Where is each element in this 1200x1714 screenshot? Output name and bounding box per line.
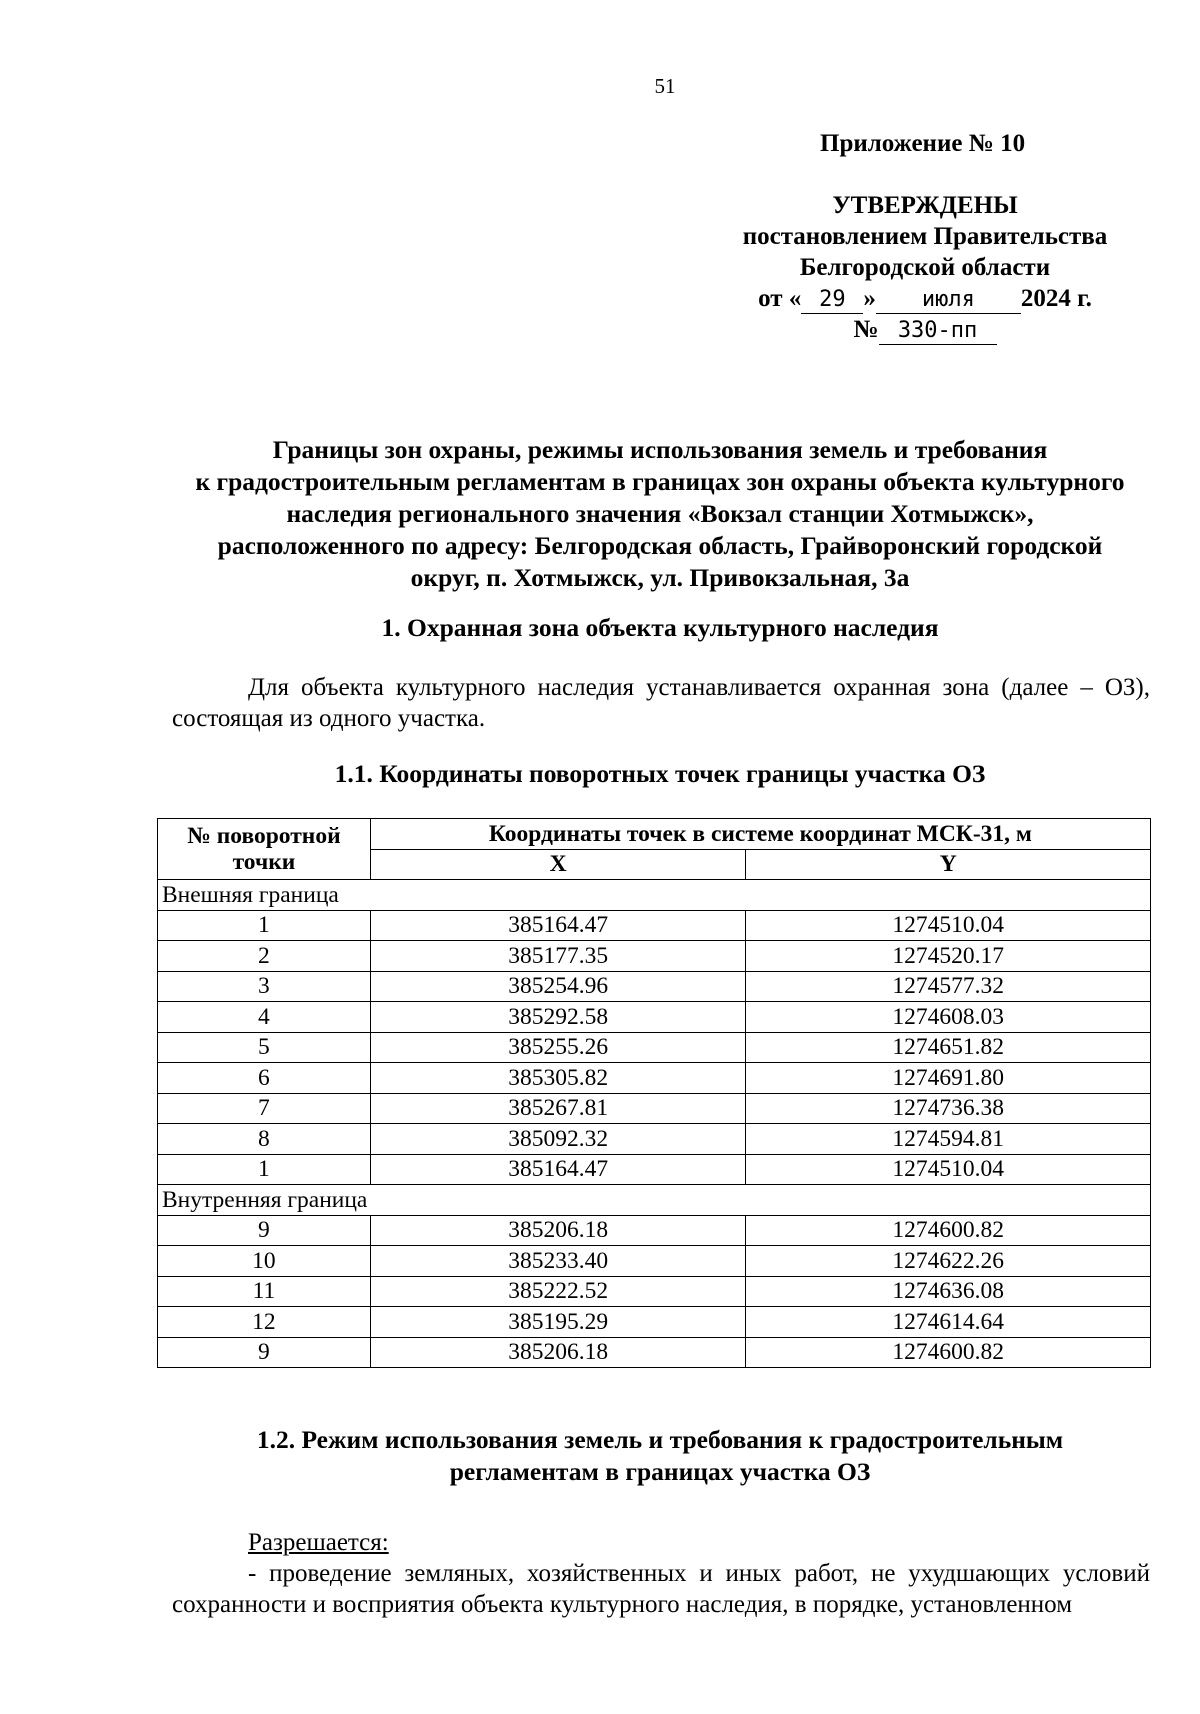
approval-date-line	[720, 283, 1130, 314]
title-line: наследия регионального значения «Вокзал станции Хотмыжск»,	[286, 499, 1034, 528]
table-row	[158, 1154, 1151, 1185]
approved-by-line: постановлением Правительства	[742, 223, 1108, 250]
y-coordinate-cell: 1274577.32	[746, 971, 1151, 1002]
table-row	[158, 1002, 1151, 1033]
table-row	[158, 1337, 1151, 1368]
x-coordinate-cell: 385195.29	[370, 1307, 746, 1338]
x-header: X	[370, 849, 746, 880]
y-coordinate-cell: 1274510.04	[746, 1154, 1151, 1185]
section-1-2-heading-line: 1.2. Режим использования земель и требования к градостроительным	[256, 1425, 1064, 1454]
y-coordinate-cell: 1274622.26	[746, 1246, 1151, 1277]
date-prefix: от «	[758, 285, 802, 312]
x-coordinate-cell: 385164.47	[370, 910, 746, 941]
title-line: расположенного по адресу: Белгородская область, Грайворонский городской	[217, 531, 1103, 560]
table-header-row	[158, 819, 1151, 850]
table-row	[158, 941, 1151, 972]
number-prefix: №	[853, 316, 879, 343]
y-coordinate-cell: 1274636.08	[746, 1276, 1151, 1307]
x-coordinate-cell: 385305.82	[370, 1063, 746, 1094]
outer-rows	[158, 910, 1151, 1185]
y-coordinate-cell: 1274736.38	[746, 1093, 1151, 1124]
point-number-cell: 7	[158, 1093, 371, 1124]
section-1-paragraph	[172, 672, 1150, 734]
table-row	[158, 1063, 1151, 1094]
x-coordinate-cell: 385206.18	[370, 1337, 746, 1368]
y-coordinate-cell: 1274594.81	[746, 1124, 1151, 1155]
outer-boundary-label: Внешняя граница	[158, 880, 1151, 911]
table-row	[158, 1124, 1151, 1155]
allowed-text: - проведение земляных, хозяйственных и иных работ, не ухудшающих условий сохранности и восприятия объекта культурного наследия, в порядке, установленном	[172, 1560, 1150, 1618]
x-coordinate-cell: 385254.96	[370, 971, 746, 1002]
approved-heading: УТВЕРЖДЕНЫ	[832, 192, 1018, 219]
table-row	[158, 971, 1151, 1002]
point-number-header: № поворотной точки	[158, 819, 371, 880]
y-coordinate-cell: 1274608.03	[746, 1002, 1151, 1033]
x-coordinate-cell: 385233.40	[370, 1246, 746, 1277]
x-coordinate-cell: 385267.81	[370, 1093, 746, 1124]
approval-number: 330-пп	[879, 318, 997, 345]
table-row	[158, 1276, 1151, 1307]
section-1-text: Для объекта культурного наследия устанавливается охранная зона (далее – ОЗ), состоящая из одного участка.	[172, 674, 1150, 732]
x-coordinate-cell: 385222.52	[370, 1276, 746, 1307]
section-1-2-heading-line: регламентам в границах участка ОЗ	[449, 1457, 871, 1486]
x-coordinate-cell: 385177.35	[370, 941, 746, 972]
point-number-cell: 1	[158, 910, 371, 941]
x-coordinate-cell: 385164.47	[370, 1154, 746, 1185]
approval-stamp	[720, 190, 1130, 345]
date-mid: »	[863, 285, 876, 312]
point-number-cell: 6	[158, 1063, 371, 1094]
table-row	[158, 1246, 1151, 1277]
document-title	[160, 434, 1160, 594]
point-number-cell: 3	[158, 971, 371, 1002]
point-number-cell: 11	[158, 1276, 371, 1307]
point-number-cell: 9	[158, 1215, 371, 1246]
coordinates-table	[157, 818, 1151, 1368]
y-coordinate-cell: 1274600.82	[746, 1215, 1151, 1246]
point-number-cell: 9	[158, 1337, 371, 1368]
table-row	[158, 910, 1151, 941]
x-coordinate-cell: 385292.58	[370, 1002, 746, 1033]
y-header: Y	[746, 849, 1151, 880]
appendix-label: Приложение № 10	[820, 130, 1026, 157]
point-number-cell: 12	[158, 1307, 371, 1338]
x-coordinate-cell: 385255.26	[370, 1032, 746, 1063]
y-coordinate-cell: 1274651.82	[746, 1032, 1151, 1063]
y-coordinate-cell: 1274520.17	[746, 941, 1151, 972]
point-number-cell: 2	[158, 941, 371, 972]
x-coordinate-cell: 385092.32	[370, 1124, 746, 1155]
approval-number-line	[720, 314, 1130, 345]
approval-month: июля	[876, 287, 1021, 314]
x-coordinate-cell: 385206.18	[370, 1215, 746, 1246]
point-number-cell: 4	[158, 1002, 371, 1033]
inner-rows	[158, 1215, 1151, 1368]
y-coordinate-cell: 1274600.82	[746, 1337, 1151, 1368]
table-row	[158, 1032, 1151, 1063]
coordinates-header: Координаты точек в системе координат МСК-31, м	[370, 819, 1150, 850]
group-row-outer	[158, 880, 1151, 911]
y-coordinate-cell: 1274691.80	[746, 1063, 1151, 1094]
point-number-cell: 1	[158, 1154, 371, 1185]
title-line: Границы зон охраны, режимы использования земель и требования	[272, 435, 1048, 464]
approval-year: 2024 г.	[1020, 285, 1092, 312]
point-number-cell: 8	[158, 1124, 371, 1155]
section-1-1-heading: 1.1. Координаты поворотных точек границы участка ОЗ	[334, 759, 986, 788]
table-row	[158, 1215, 1151, 1246]
point-number-cell: 5	[158, 1032, 371, 1063]
table-row	[158, 1093, 1151, 1124]
approval-day: 29	[801, 287, 863, 314]
section-1-heading: 1. Охранная зона объекта культурного наследия	[381, 613, 939, 642]
y-coordinate-cell: 1274614.64	[746, 1307, 1151, 1338]
title-line: к градостроительным регламентам в границах зон охраны объекта культурного	[195, 467, 1125, 496]
point-number-cell: 10	[158, 1246, 371, 1277]
title-line: округ, п. Хотмыжск, ул. Привокзальная, 3а	[410, 563, 910, 592]
inner-boundary-label: Внутренняя граница	[158, 1185, 1151, 1216]
page-number: 51	[654, 74, 676, 98]
y-coordinate-cell: 1274510.04	[746, 910, 1151, 941]
group-row-inner	[158, 1185, 1151, 1216]
table-row	[158, 1307, 1151, 1338]
allowed-label-line	[172, 1527, 1150, 1558]
section-1-2-heading	[160, 1424, 1160, 1488]
allowed-paragraph	[172, 1558, 1150, 1620]
approved-region-line: Белгородской области	[799, 254, 1051, 281]
allowed-label: Разрешается:	[248, 1529, 389, 1556]
